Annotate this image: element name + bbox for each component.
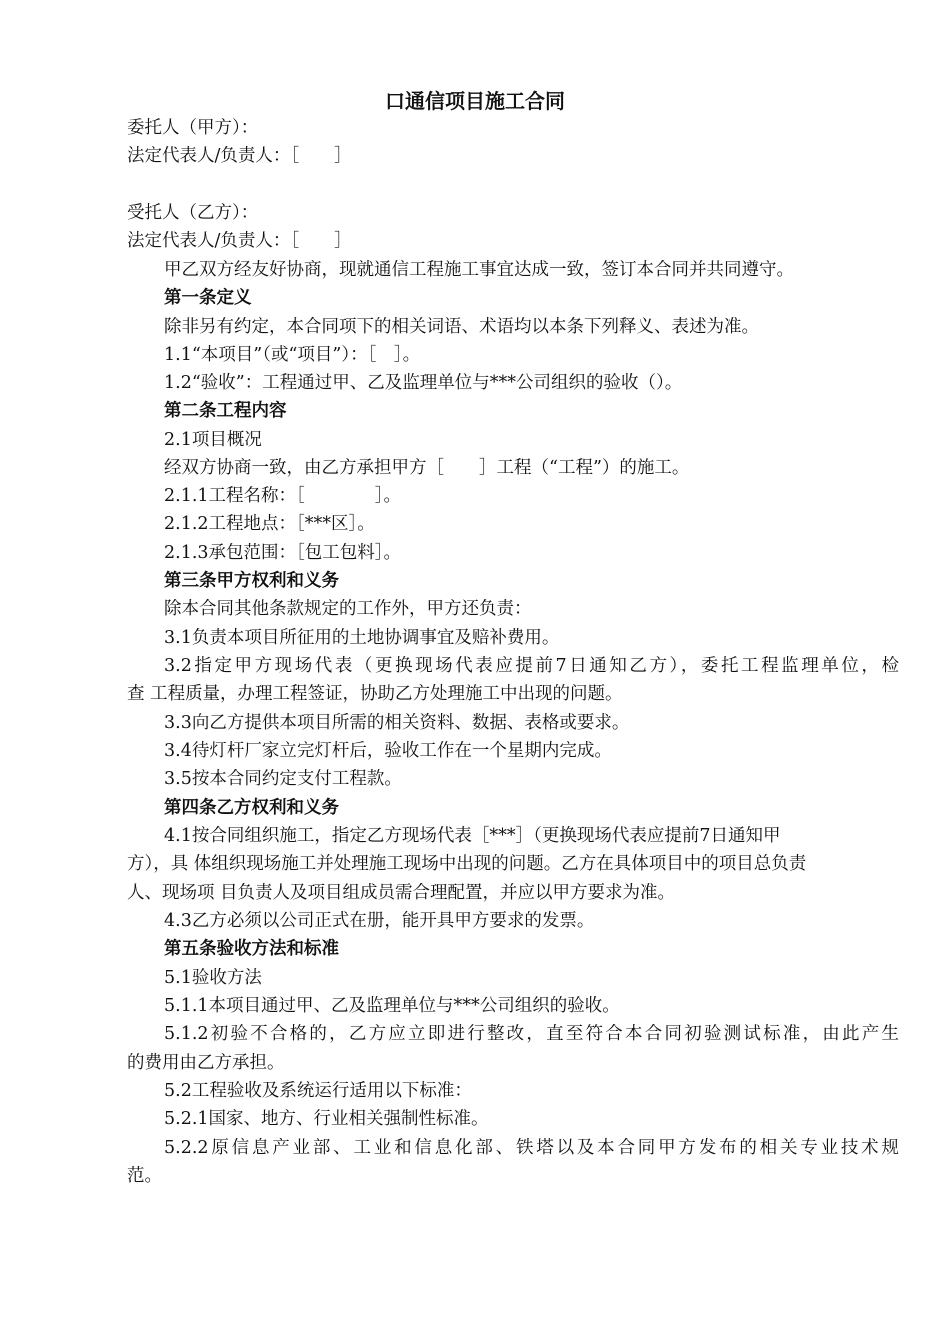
clause-5-2: 5.2工程验收及系统运行适用以下标准： — [164, 1081, 472, 1101]
party-b-representative: 法定代表人/负责人：［ ］ — [127, 231, 352, 251]
party-b-label: 受托人（乙方）： — [127, 203, 259, 223]
clause-3-5: 3.5按本合同约定支付工程款。 — [164, 769, 402, 789]
article-4-heading: 第四条乙方权利和义务 — [164, 798, 339, 818]
party-a-representative: 法定代表人/负责人：［ ］ — [127, 146, 352, 166]
clause-5-1-2-continued: 的费用由乙方承担。 — [127, 1053, 285, 1073]
clause-3-2-continued: 查 工程质量，办理工程签证，协助乙方处理施工中出现的问题。 — [127, 684, 623, 704]
clause-5-1-1: 5.1.1本项目通过甲、乙及监理单位与***公司组织的验收。 — [164, 996, 620, 1016]
clause-3-2: 3.2指定甲方现场代表（更换现场代表应提前7日通知乙方），委托工程监理单位，检 — [164, 656, 899, 676]
clause-2-1-2: 2.1.2工程地点：［***区］。 — [164, 514, 375, 534]
clause-text: 经双方协商一致，由乙方承担甲方［ ］工程（“工程”）的施工。 — [164, 458, 690, 478]
clause-4-1-continued: 人、现场项 目负责人及项目组成员需合理配置，并应以甲方要求为准。 — [127, 883, 676, 903]
article-1-heading: 第一条定义 — [164, 288, 252, 308]
clause-5-2-1: 5.2.1国家、地方、行业相关强制性标准。 — [164, 1109, 489, 1129]
clause-3-3: 3.3向乙方提供本项目所需的相关资料、数据、表格或要求。 — [164, 713, 630, 733]
clause-3-4: 3.4待灯杆厂家立完灯杆后，验收工作在一个星期内完成。 — [164, 741, 612, 761]
clause-2-1-3: 2.1.3承包范围：［包工包料］。 — [164, 543, 402, 563]
article-2-heading: 第二条工程内容 — [164, 401, 287, 421]
clause-1-2: 1.2“验收”：工程通过甲、乙及监理单位与***公司组织的验收（）。 — [164, 373, 683, 393]
clause-text: 除非另有约定，本合同项下的相关词语、术语均以本条下列释义、表述为准。 — [164, 317, 759, 337]
clause-4-3: 4.3乙方必须以公司正式在册，能开具甲方要求的发票。 — [164, 911, 595, 931]
clause-2-1-1: 2.1.1工程名称：［ ］。 — [164, 486, 402, 506]
preamble: 甲乙双方经友好协商，现就通信工程施工事宜达成一致，签订本合同并共同遵守。 — [164, 260, 794, 280]
clause-4-1-continued: 方），具 体组织现场施工并处理施工现场中出现的问题。乙方在具体项目中的项目总负责 — [127, 854, 807, 874]
clause-5-2-2-continued: 范。 — [127, 1166, 162, 1186]
clause-5-1-2: 5.1.2初验不合格的，乙方应立即进行整改，直至符合本合同初验测试标准，由此产生 — [164, 1024, 899, 1044]
party-a-label: 委托人（甲方）： — [127, 118, 259, 138]
clause-2-1: 2.1项目概况 — [164, 430, 262, 450]
clause-1-1: 1.1“本项目”（或“项目”）：［ ］。 — [164, 345, 421, 365]
clause-5-2-2: 5.2.2原信息产业部、工业和信息化部、铁塔以及本合同甲方发布的相关专业技术规 — [164, 1138, 899, 1158]
document-title: 口通信项目施工合同 — [385, 89, 565, 113]
clause-3-1: 3.1负责本项目所征用的土地协调事宜及赔补费用。 — [164, 628, 560, 648]
clause-4-1: 4.1按合同组织施工，指定乙方现场代表［***］（更换现场代表应提前7日通知甲 — [164, 826, 781, 846]
clause-5-1: 5.1验收方法 — [164, 968, 262, 988]
article-3-heading: 第三条甲方权利和义务 — [164, 571, 339, 591]
article-5-heading: 第五条验收方法和标准 — [164, 939, 339, 959]
clause-text: 除本合同其他条款规定的工作外，甲方还负责： — [164, 599, 532, 619]
